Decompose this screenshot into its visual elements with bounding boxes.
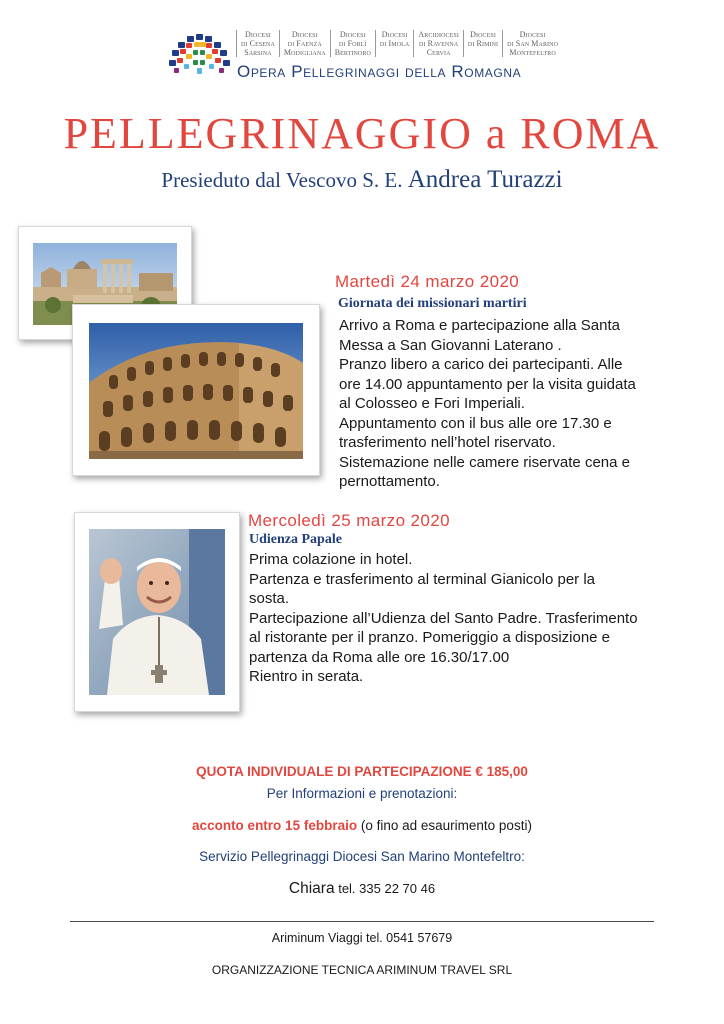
technical-organization: ORGANIZZAZIONE TECNICA ARIMINUM TRAVEL SRL bbox=[211, 963, 513, 977]
day1-line: Appuntamento con il bus alle ore 17.30 e bbox=[339, 414, 612, 432]
deposit-note: (o fino ad esaurimento posti) bbox=[357, 818, 532, 833]
diocese-rimini: Diocesi di Rimini bbox=[463, 30, 502, 57]
day1-line: al Colosseo e Fori Imperiali. bbox=[339, 395, 525, 412]
diocese-san-marino: Diocesi di San Marino Montefeltro bbox=[502, 30, 562, 57]
price-line: QUOTA INDIVIDUALE DI PARTECIPAZIONE € 185,00 bbox=[196, 764, 528, 779]
diocese-forli: Diocesi di Forlì Bertinoro bbox=[330, 30, 375, 57]
service-line: Servizio Pellegrinaggi Diocesi San Marino Montefeltro: bbox=[199, 849, 525, 864]
deposit-line bbox=[0, 818, 724, 833]
colosseum-image bbox=[89, 323, 303, 459]
bishop-name: Andrea Turazzi bbox=[407, 166, 563, 193]
subtitle-prefix: Presieduto dal Vescovo S. E. bbox=[161, 168, 408, 192]
day1-line: pernottamento. bbox=[339, 473, 440, 490]
day1-date: Martedì 24 marzo 2020 bbox=[335, 272, 520, 291]
agency-line: Ariminum Viaggi tel. 0541 57679 bbox=[271, 931, 453, 945]
contact-phone: tel. 335 22 70 46 bbox=[334, 881, 436, 896]
day2-line: al ristorante per il pranzo. Pomeriggio a disposizione e bbox=[249, 629, 611, 646]
diocese-ravenna: Arcidiocesi di Ravenna Cervia bbox=[413, 30, 463, 57]
diocese-imola: Diocesi di Imola bbox=[375, 30, 413, 57]
day2-description bbox=[249, 550, 638, 687]
day2-line: Rientro in serata. bbox=[249, 668, 364, 685]
day1-theme: Giornata dei missionari martiri bbox=[338, 296, 527, 311]
divider bbox=[70, 921, 654, 922]
day2-line: Partecipazione all’Udienza del Santo Padre. Trasferimento bbox=[249, 609, 638, 627]
day2-line: Prima colazione in hotel. bbox=[249, 551, 413, 568]
day2-date: Mercoledì 25 marzo 2020 bbox=[248, 511, 450, 530]
organization-name: Opera Pellegrinaggi della Romagna bbox=[237, 62, 522, 81]
contact-line bbox=[0, 880, 724, 898]
deposit-deadline: acconto entro 15 febbraio bbox=[192, 818, 358, 833]
day1-line: trasferimento nell’hotel riservato. bbox=[339, 434, 556, 451]
day1-description bbox=[339, 316, 636, 492]
page-subtitle bbox=[0, 166, 724, 194]
pellegrinaggi-logo-icon bbox=[166, 22, 232, 84]
day2-line: Partenza e trasferimento al terminal Gianicolo per la bbox=[249, 570, 595, 588]
day1-line: Arrivo a Roma e partecipazione alla Santa bbox=[339, 317, 620, 334]
day2-theme: Udienza Papale bbox=[249, 532, 342, 547]
pope-photo-frame bbox=[74, 512, 240, 712]
diocese-cesena: Diocesi di Cesena Sarsina bbox=[236, 30, 279, 57]
page-title: PELLEGRINAGGIO a ROMA bbox=[63, 109, 661, 158]
diocese-faenza: Diocesi di Faenza Modigliana bbox=[279, 30, 330, 57]
dioceses-list bbox=[236, 30, 562, 57]
day1-line: Pranzo libero a carico dei partecipanti. Alle bbox=[339, 356, 623, 373]
colosseum-photo-frame bbox=[72, 304, 320, 476]
day1-line: ore 14.00 appuntamento per la visita guidata bbox=[339, 375, 636, 393]
day2-line: sosta. bbox=[249, 590, 290, 607]
pope-francis-image bbox=[89, 529, 225, 695]
info-line: Per Informazioni e prenotazioni: bbox=[266, 786, 458, 801]
day2-line: partenza da Roma alle ore 16.30/17.00 bbox=[249, 648, 510, 666]
contact-name: Chiara bbox=[288, 880, 335, 897]
day1-line: Sistemazione nelle camere riservate cena e bbox=[339, 453, 630, 471]
day1-line: Messa a San Giovanni Laterano . bbox=[339, 336, 562, 354]
